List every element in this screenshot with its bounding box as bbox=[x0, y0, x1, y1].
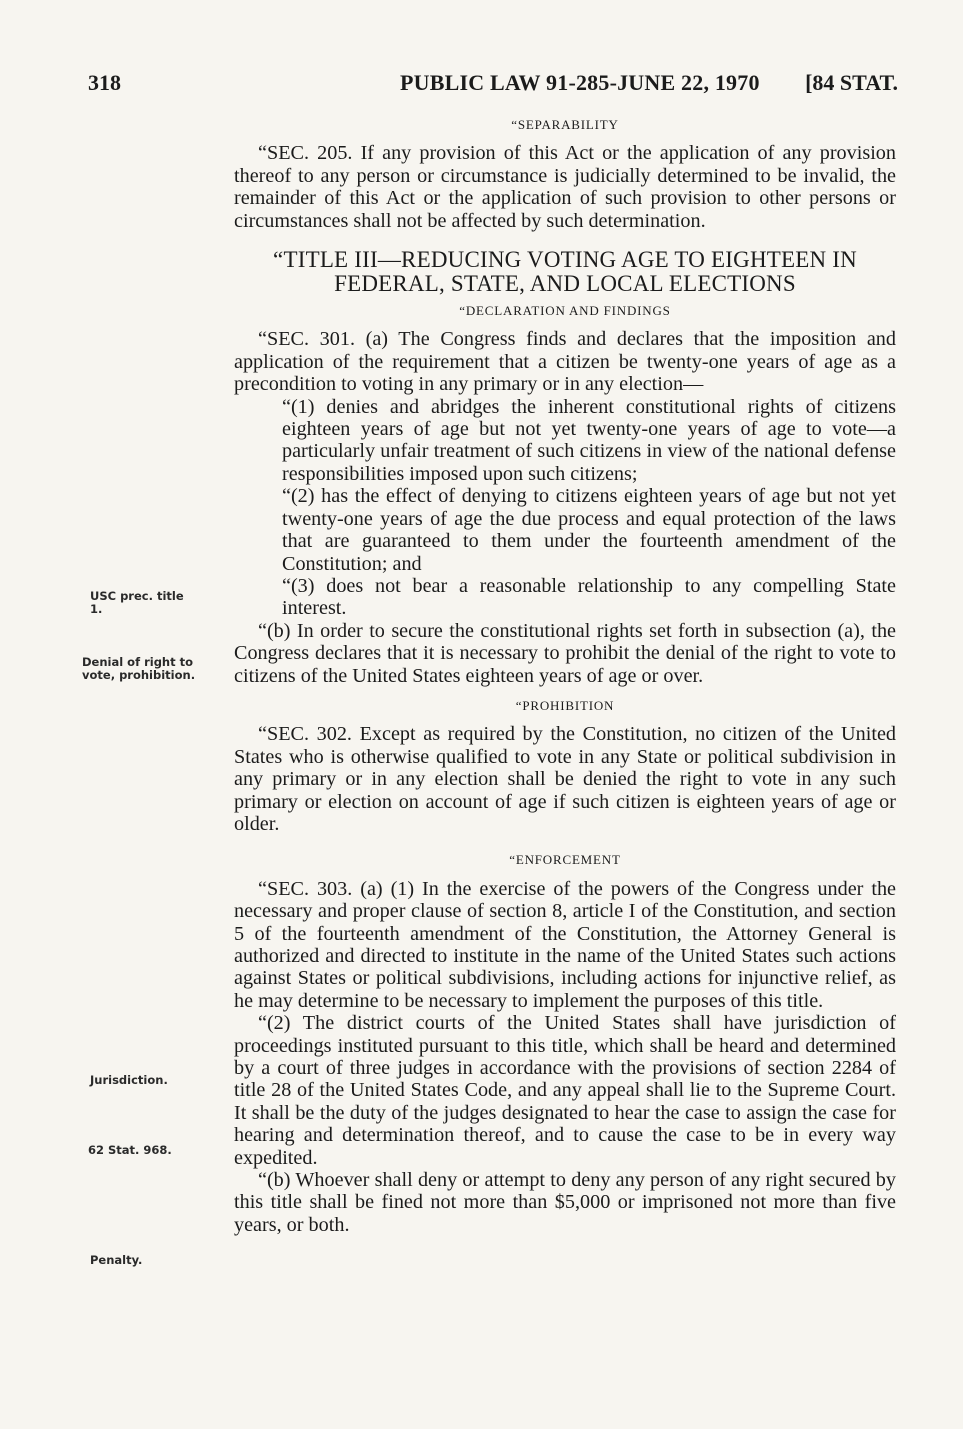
running-title: PUBLIC LAW 91-285-JUNE 22, 1970 bbox=[400, 70, 760, 95]
caption-enforcement: “ENFORCEMENT bbox=[509, 852, 621, 868]
section-301-a-2: “(2) has the effect of denying to citizens eighteen years of age but not yet twenty-one years of age the due process and equal protection of the laws that are guaranteed to them under the fourteenth amendment of the Constitution; and bbox=[282, 485, 896, 575]
margin-note-usc-prec: USC prec. title 1. bbox=[90, 589, 184, 616]
caption-prohibition: “PROHIBITION bbox=[515, 697, 615, 713]
page-number: 318 bbox=[88, 70, 121, 95]
page-header bbox=[88, 70, 898, 102]
caption-separability: “SEPARABILITY bbox=[511, 117, 619, 132]
margin-note-penalty: Penalty. bbox=[90, 1253, 143, 1267]
section-303-b: “(b) Whoever shall deny or attempt to deny any person of any right secured by this title shall be fined not more than $5,000 or imprisoned not more than five years, or both. bbox=[234, 1169, 896, 1236]
section-301-a-1: “(1) denies and abridges the inherent constitutional rights of citizens eighteen years of age but not yet twenty-one years of age to vote—a particularly unfair treatment of such citizens in view of the national defense responsibilities imposed upon such citizens; bbox=[282, 395, 896, 485]
title-iii-line-1: “TITLE III—REDUCING VOTING AGE TO EIGHTEEN IN bbox=[273, 247, 857, 273]
section-205: “SEC. 205. If any provision of this Act or the application of any provision thereof to any person or circumstance is judicially determined to be invalid, the remainder of this Act or the application of such provision to other persons or circumstances shall not be affected by such determination. bbox=[234, 142, 896, 232]
stat-reference: [84 STAT. bbox=[805, 70, 898, 95]
section-301-a-3: “(3) does not bear a reasonable relationship to any compelling State interest. bbox=[282, 574, 896, 620]
section-303-a-2: “(2) The district courts of the United States shall have jurisdiction of proceedings instituted pursuant to this title, which shall be heard and determined by a court of three judges in accordance with the provisions of section 2284 of title 28 of the United States Code, and any appeal shall lie to the Supreme Court. It shall be the duty of the judges designated to hear the case to assign the case for hearing and determination thereof, and to cause the case to be in every way expedited. bbox=[234, 1012, 896, 1169]
margin-note-denial: Denial of right to vote, prohibition. bbox=[82, 655, 196, 682]
caption-declaration: “DECLARATION AND FINDINGS bbox=[459, 303, 671, 319]
title-iii-line-2: FEDERAL, STATE, AND LOCAL ELECTIONS bbox=[334, 271, 796, 297]
section-301-a: “SEC. 301. (a) The Congress finds and declares that the imposition and application of the requirement that a citizen be twenty-one years of age as a precondition to voting in any primary or in any election— bbox=[234, 328, 896, 396]
section-303-a-1: “SEC. 303. (a) (1) In the exercise of the powers of the Congress under the necessary and proper clause of section 8, article I of the Constitution, and section 5 of the fourteenth amendment of the Constitution, the Attorney General is authorized and directed to institute in the name of the United States such actions against States or political subdivisions, including actions for injunctive relief, as he may determine to be necessary to implement the purposes of this title. bbox=[234, 877, 896, 1012]
main-text-column bbox=[234, 112, 896, 1236]
section-302: “SEC. 302. Except as required by the Constitution, no citizen of the United States who is otherwise qualified to vote in any State or political subdivision in any primary or in any election shall be denied the right to vote in any such primary or election on account of age if such citizen is eighteen years of age or older. bbox=[234, 723, 896, 835]
margin-note-jurisdiction: Jurisdiction. bbox=[90, 1073, 168, 1087]
title-iii-heading bbox=[234, 248, 896, 296]
section-301-b: “(b) In order to secure the constitutional rights set forth in subsection (a), the Congress declares that it is necessary to prohibit the denial of the right to vote to citizens of the United States eighteen years of age or over. bbox=[234, 619, 896, 687]
margin-note-62-stat: 62 Stat. 968. bbox=[88, 1143, 172, 1157]
